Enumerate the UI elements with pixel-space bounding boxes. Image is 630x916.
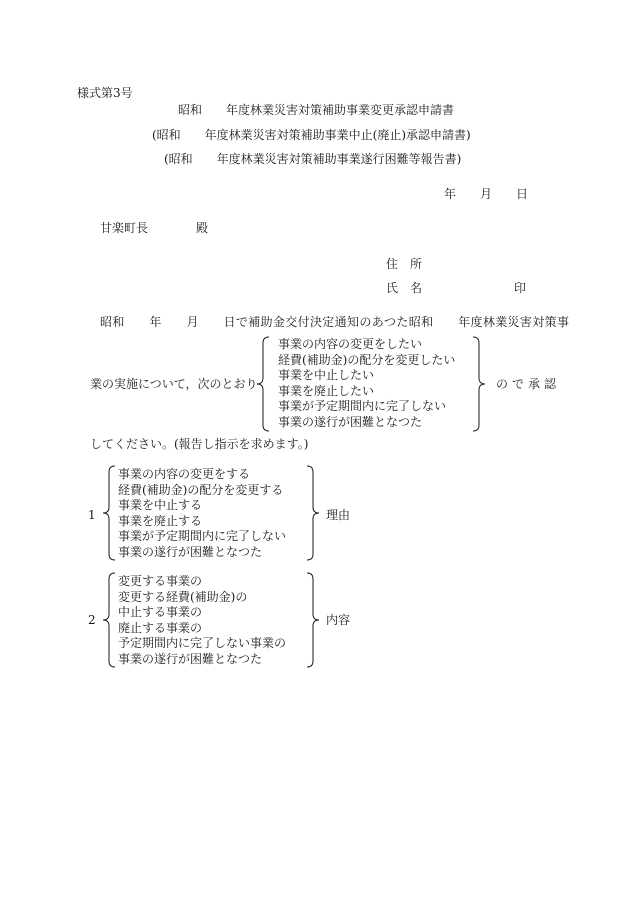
body-line-1: 昭和 年 月 日で補助金交付決定通知のあつた昭和 年度林業災害対策事 <box>100 315 570 329</box>
item-2-number: 2 <box>88 613 96 627</box>
date-line: 年 月 日 <box>444 187 529 201</box>
item-2-right-brace-icon <box>306 572 320 668</box>
address-label: 住 所 <box>386 257 423 271</box>
right-brace-icon <box>472 336 486 432</box>
list-item: 事業の内容の変更をする <box>118 467 251 481</box>
body-options-list <box>278 337 455 430</box>
item-1-label: 理由 <box>326 508 351 522</box>
list-item: 事業を廃止したい <box>278 383 375 398</box>
document-title: 昭和 年度林業災害対策補助事業変更承認申請書 <box>178 103 455 117</box>
item-1-options-list <box>118 467 286 560</box>
item-2-left-brace-icon <box>102 572 116 668</box>
list-item: 事業が予定期間内に完了しない <box>278 399 447 413</box>
form-number: 様式第3号 <box>77 86 133 100</box>
list-item: 経費(補助金)の配分を変更する <box>118 482 284 497</box>
list-item: 事業を中止する <box>118 498 203 512</box>
list-item: 事業を中止したい <box>278 368 375 382</box>
body-line-2-prefix: 業の実施について，次のとおり <box>90 377 258 391</box>
name-label: 氏 名 <box>386 281 423 295</box>
body-line-3: してください。(報告し指示を求めます。) <box>90 437 309 451</box>
item-2-options-list <box>118 574 286 667</box>
item-1-number: 1 <box>88 508 96 522</box>
list-item: 変更する経費(補助金)の <box>118 589 248 604</box>
list-item: 事業が予定期間内に完了しない <box>118 529 287 543</box>
seal-mark: 印 <box>514 281 527 295</box>
body-line-2-suffix: ので承認 <box>496 377 561 391</box>
item-1-left-brace-icon <box>102 465 116 561</box>
list-item: 中止する事業の <box>118 605 203 619</box>
list-item: 事業の遂行が困難となつた <box>118 651 263 666</box>
list-item: 事業の遂行が困難となつた <box>278 414 423 429</box>
addressee: 甘楽町長 殿 <box>100 221 209 235</box>
document-title-alt-2: (昭和 年度林業災害対策補助事業遂行困難等報告書) <box>164 152 462 166</box>
list-item: 変更する事業の <box>118 574 203 588</box>
item-2-label: 内容 <box>326 613 351 627</box>
list-item: 事業を廃止する <box>118 513 203 528</box>
list-item: 廃止する事業の <box>118 620 203 635</box>
list-item: 予定期間内に完了しない事業の <box>118 636 287 650</box>
left-brace-icon <box>256 336 270 432</box>
document-title-alt-1: (昭和 年度林業災害対策補助事業中止(廃止)承認申請書) <box>152 128 471 142</box>
list-item: 事業の内容の変更をしたい <box>278 337 423 351</box>
item-1-right-brace-icon <box>306 465 320 561</box>
list-item: 経費(補助金)の配分を変更したい <box>278 352 456 367</box>
list-item: 事業の遂行が困難となつた <box>118 544 263 559</box>
